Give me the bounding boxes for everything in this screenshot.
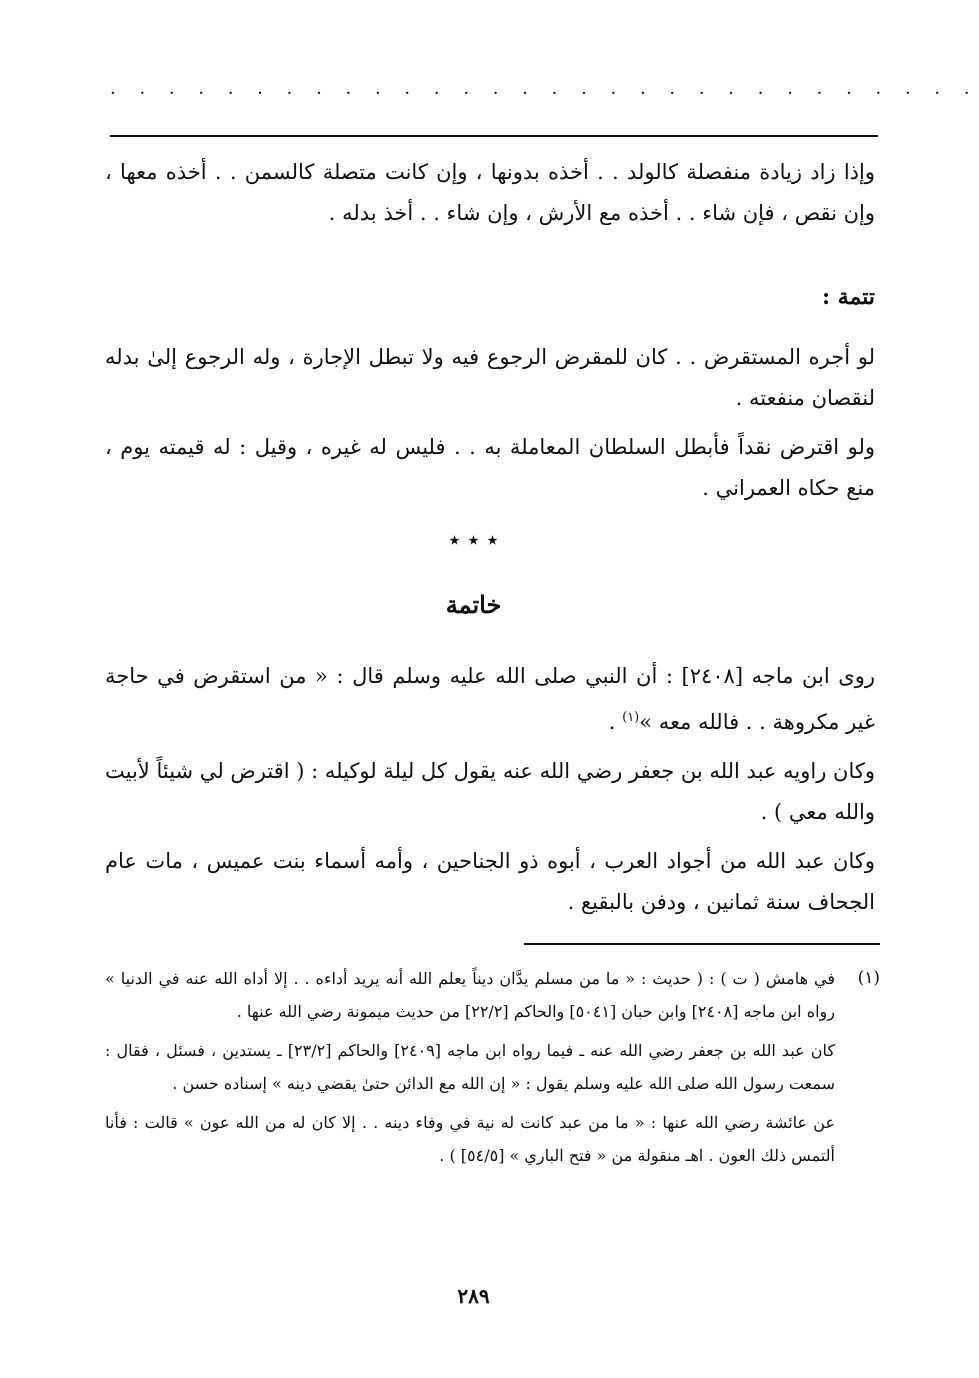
footnote-text-3: عن عائشة رضي الله عنها : « ما من عبد كانت له نية في وفاء دينه . . إلا كان له من الله عون » قالت : فأنا ألتمس ذلك العون . اهـ منقولة من « فتح الباري » [٥٤/٥] ) . bbox=[105, 1113, 835, 1165]
footnotes-block bbox=[105, 962, 880, 1172]
opening-paragraph: وإذا زاد زيادة منفصلة كالولد . . أخذه بدونها ، وإن كانت متصلة كالسمن . . أخذه معها ، وإن نقص ، فإن شاء . . أخذه مع الأرش ، وإن شاء . . أخذ بدله . bbox=[105, 160, 875, 225]
khatima-heading: خاتمة bbox=[445, 590, 502, 619]
tatimma-paragraph-1: لو أجره المستقرض . . كان للمقرض الرجوع فيه ولا تبطل الإجارة ، وله الرجوع إلىٰ بدله لنقصان منفعته . bbox=[105, 345, 875, 410]
tatimma-paragraph-2: ولو اقترض نقداً فأبطل السلطان المعاملة به . . فليس له غيره ، وقيل : له قيمته يوم ، منع حكاه العمراني . bbox=[105, 435, 875, 500]
khatima-paragraph-1-text: روى ابن ماجه [٢٤٠٨] : أن النبي صلى الله عليه وسلم قال : « من استقرض في حاجة غير مكروهة . . فالله معه » bbox=[105, 664, 875, 734]
khatima-block bbox=[105, 656, 875, 923]
page-number: ٢٨٩ bbox=[457, 1284, 490, 1308]
header-dots: · · · · · · · · · · · · · · · · · · · · · · · · · · · · · · bbox=[110, 83, 979, 104]
opening-paragraph-block bbox=[105, 152, 875, 234]
tatimma-block bbox=[105, 337, 875, 509]
footnote-text-2: كان عبد الله بن جعفر رضي الله عنه ـ فيما رواه ابن ماجه [٢٤٠٩] والحاكم [٢٣/٢] ـ يستدين ، فسئل ، فقال : سمعت رسول الله صلى الله عليه وسلم يقول : « إن الله مع الدائن حتىٰ يقضي دينه » إسناده حسن . bbox=[105, 1041, 836, 1093]
khatima-paragraph-3: وكان عبد الله من أجواد العرب ، أبوه ذو الجناحين ، وأمه أسماء بنت عميس ، مات عام الجحاف سنة ثمانين ، ودفن بالبقيع . bbox=[105, 849, 875, 914]
footnote-body bbox=[105, 962, 835, 1172]
footnote-text-1: في هامش ( ت ) : ( حديث : « ما من مسلم يدَّان ديناً يعلم الله أنه يريد أداءه . . إلا أداه الله عنه في الدنيا » رواه ابن ماجه [٢٤٠٨] وابن حبان [٥٠٤١] والحاكم [٢٢/٢] من حديث ميمونة رضي الله عنها . bbox=[105, 969, 835, 1021]
header-rule bbox=[110, 135, 878, 137]
khatima-paragraph-1-end: . bbox=[608, 710, 623, 734]
khatima-paragraph-1 bbox=[105, 656, 875, 743]
footnote-rule bbox=[524, 943, 880, 945]
footnote-1 bbox=[105, 962, 880, 1172]
footnote-marker[interactable]: (١) bbox=[622, 710, 640, 725]
footnote-number: (١) bbox=[857, 968, 880, 988]
khatima-paragraph-2: وكان راويه عبد الله بن جعفر رضي الله عنه يقول كل ليلة لوكيله : ( اقترض لي شيئاً لأبيت والله معي ) . bbox=[105, 759, 875, 824]
section-separator: ٭ ٭ ٭ bbox=[448, 528, 499, 553]
tatimma-heading: تتمة : bbox=[821, 284, 875, 310]
